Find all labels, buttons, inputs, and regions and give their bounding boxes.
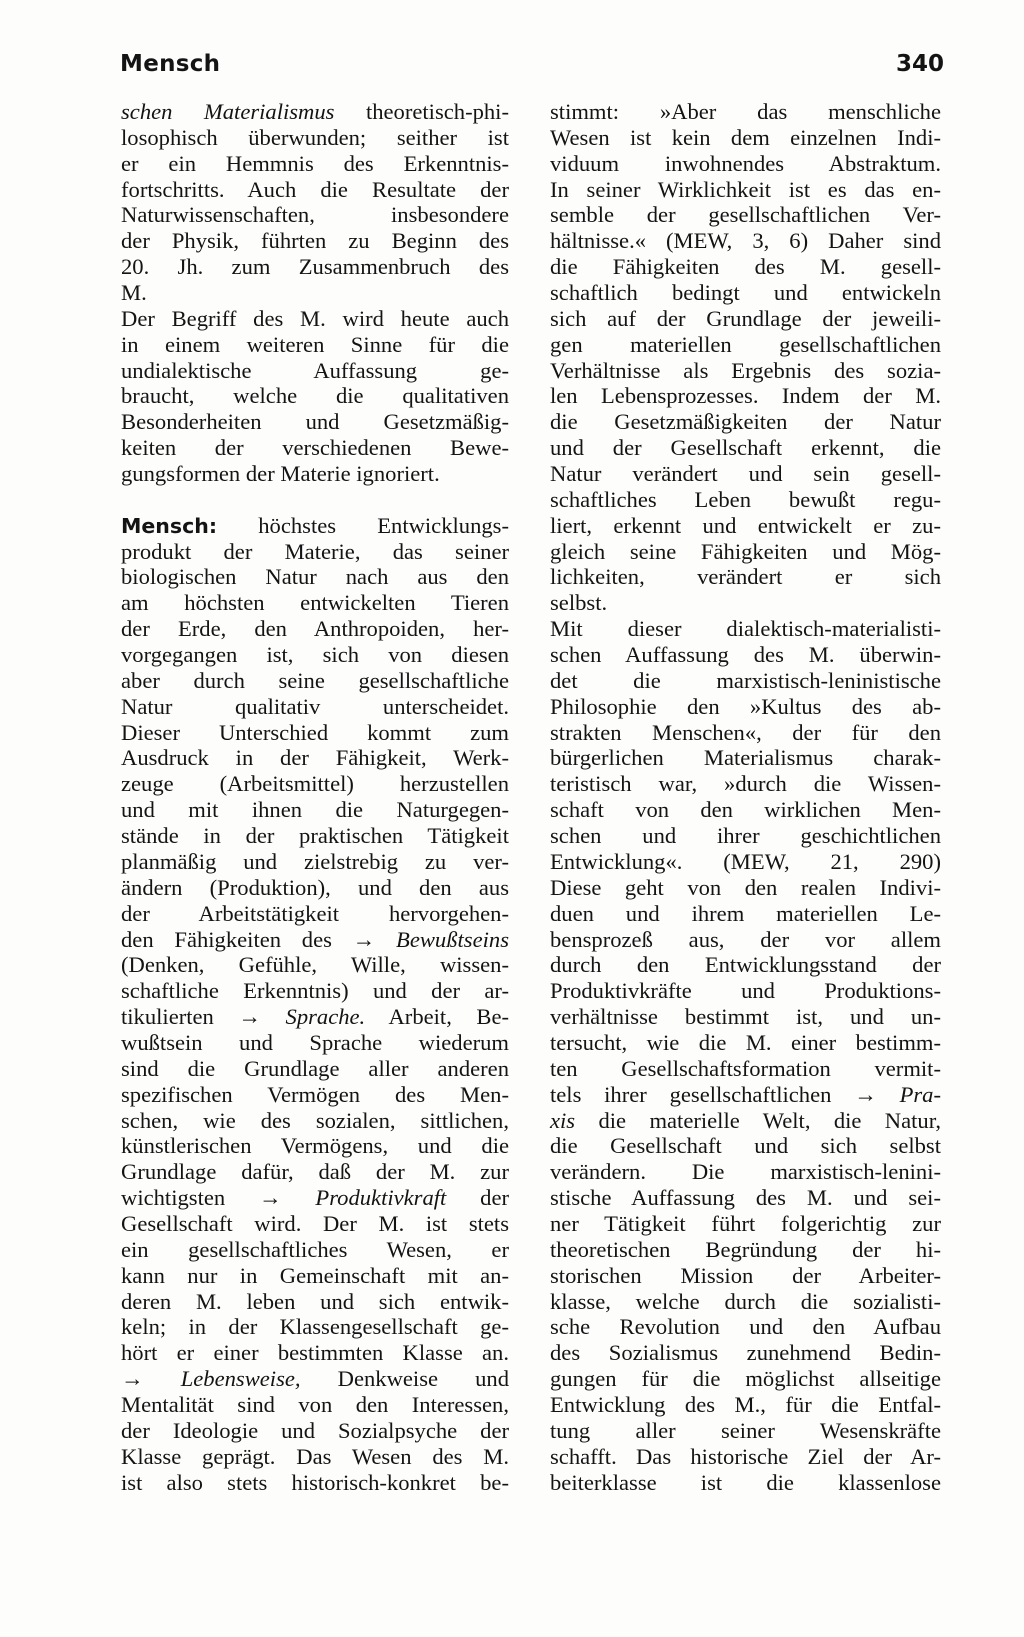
text-line: schaftlich bedingt und entwickeln (550, 280, 941, 306)
text-line: keiten der verschiedenen Bewe- (121, 435, 509, 461)
paragraph-gap (121, 487, 509, 513)
text-line: bensprozeß aus, der vor allem (550, 926, 941, 952)
page-header (120, 51, 944, 85)
text-line: Diese geht von den realen Indivi- (550, 874, 941, 900)
text-line: Verhältnisse als Ergebnis des sozia- (550, 357, 941, 383)
text-line: schafft. Das historische Ziel der Ar- (550, 1443, 941, 1469)
text-line: braucht, welche die qualitativen (121, 383, 509, 409)
text-line: gleich seine Fähigkeiten und Mög- (550, 538, 941, 564)
text-line: viduum inwohnendes Abstraktum. (550, 150, 941, 176)
text-line: bürgerlichen Materialismus charak- (550, 745, 941, 771)
text-line: sind die Grundlage aller anderen (121, 1055, 509, 1081)
text-line: Entwicklung«. (MEW, 21, 290) (550, 848, 941, 874)
text-line: tung aller seiner Wesenskräfte (550, 1417, 941, 1443)
text-line: kann nur in Gemeinschaft mit an- (121, 1262, 509, 1288)
text-line: storischen Mission der Arbeiter- (550, 1262, 941, 1288)
cross-reference-praxis: Pra- (899, 1081, 941, 1107)
text-line: strakten Menschen«, der für den (550, 719, 941, 745)
text-line: Natur qualitativ unterscheidet. (121, 693, 509, 719)
text-line: schen, wie des sozialen, sittlichen, (121, 1107, 509, 1133)
text-line: aber durch seine gesellschaftliche (121, 667, 509, 693)
text-line: die Fähigkeiten des M. gesell- (550, 254, 941, 280)
text-line: theoretischen Begründung der hi- (550, 1236, 941, 1262)
text-line: liert, erkennt und entwickelt er zu- (550, 512, 941, 538)
text-line: → Lebensweise, Denkweise und (121, 1366, 509, 1392)
text-line: keln; in der Klassengesellschaft ge- (121, 1314, 509, 1340)
text-line: Dieser Unterschied kommt zum (121, 719, 509, 745)
text-line: produkt der Materie, das seiner (121, 538, 509, 564)
text-line: ist also stets historisch-konkret be- (121, 1469, 509, 1495)
text-line: Mit dieser dialektisch-materialisti- (550, 616, 941, 642)
text-line: Ausdruck in der Fähigkeit, Werk- (121, 745, 509, 771)
text-line: len Lebensprozesses. Indem der M. (550, 383, 941, 409)
text-line: der Erde, den Anthropoiden, her- (121, 616, 509, 642)
text-line: am höchsten entwickelten Tieren (121, 590, 509, 616)
text-line: lichkeiten, verändert er sich (550, 564, 941, 590)
text-line: tels ihrer gesellschaftlichen → Pra- (550, 1081, 941, 1107)
text-line: schaftliches Leben bewußt regu- (550, 486, 941, 512)
text-line: fortschritts. Auch die Resultate der (121, 176, 509, 202)
text-line: schaftliche Erkenntnis) und der ar- (121, 978, 509, 1004)
text-line: ten Gesellschaftsformation vermit- (550, 1055, 941, 1081)
text-line: tersucht, wie die M. einer bestimm- (550, 1029, 941, 1055)
text-line: Natur verändert und sein gesell- (550, 461, 941, 487)
cross-reference-sprache: Sprache. (285, 1004, 366, 1030)
text-line: tikulierten → Sprache. Arbeit, Be- (121, 1004, 510, 1030)
text-line: wichtigsten → Produktivkraft der (121, 1185, 509, 1211)
text-line: ner Tätigkeit führt folgerichtig zur (550, 1210, 941, 1236)
text-line: det die marxistisch-leninistische (550, 667, 941, 693)
text-line: (Denken, Gefühle, Wille, wissen- (121, 952, 509, 978)
text-line: stische Auffassung des M. und sei- (550, 1185, 941, 1211)
text-line: 20. Jh. zum Zusammenbruch des (121, 254, 509, 280)
text-line: hältnisse.« (MEW, 3, 6) Daher sind (550, 228, 941, 254)
text-line: des Sozialismus zunehmend Bedin- (550, 1340, 941, 1366)
text-line: M. (121, 280, 147, 306)
text-line: schen Auffassung des M. überwin- (550, 642, 941, 668)
entry-first-line: Mensch: höchstes Entwicklungs- (121, 512, 509, 538)
text-line: Philosophie den »Kultus des ab- (550, 693, 941, 719)
text-line: xis die materielle Welt, die Natur, (550, 1107, 941, 1133)
text-line: in einem weiteren Sinne für die (121, 331, 509, 357)
text-line: verhältnisse bestimmt ist, und un- (550, 1004, 941, 1030)
text-line: ändern (Produktion), und den aus (121, 874, 509, 900)
text-line: biologischen Natur nach aus den (121, 564, 509, 590)
text-line: Produktivkräfte und Produktions- (550, 978, 941, 1004)
text-line: zeuge (Arbeitsmittel) herzustellen (121, 771, 509, 797)
text-line: Entwicklung des M., für die Entfal- (550, 1391, 941, 1417)
text-line: er ein Hemmnis des Erkenntnis- (121, 150, 509, 176)
text-line: durch den Entwicklungsstand der (550, 952, 941, 978)
text-line: planmäßig und zielstrebig zu ver- (121, 848, 509, 874)
text-line: stände in der praktischen Tätigkeit (121, 823, 509, 849)
text-line: gungen für die möglichst allseitige (550, 1366, 941, 1392)
running-head: Mensch (120, 51, 221, 77)
text-line: wußtsein und Sprache wiederum (121, 1029, 509, 1055)
text-line: stimmt: »Aber das menschliche (550, 99, 941, 124)
text-line: undialektische Auffassung ge- (121, 357, 509, 383)
text-line: die Gesellschaft und sich selbst (550, 1133, 941, 1159)
text-line: Mentalität sind von den Interessen, (121, 1391, 509, 1417)
text-line: gungsformen der Materie ignoriert. (121, 461, 440, 487)
text-line: und mit ihnen die Naturgegen- (121, 797, 509, 823)
text-line: Gesellschaft wird. Der M. ist stets (121, 1210, 509, 1236)
text-line: Wesen ist kein dem einzelnen Indi- (550, 124, 941, 150)
left-column (121, 99, 509, 1495)
text-line: Klasse geprägt. Das Wesen des M. (121, 1443, 509, 1469)
entry-headword: Mensch: (121, 513, 218, 538)
text-line: selbst. (550, 590, 608, 616)
text-line: künstlerischen Vermögens, und die (121, 1133, 509, 1159)
text-line: verändern. Die marxistisch-lenini- (550, 1159, 941, 1185)
text-line: duen und ihrem materiellen Le- (550, 900, 941, 926)
text-line: klasse, welche durch die sozialisti- (550, 1288, 941, 1314)
cross-reference-bewusstseins: Bewußtseins (396, 926, 509, 952)
text-line: Besonderheiten und Gesetzmäßig- (121, 409, 509, 435)
text-line: sche Revolution und den Aufbau (550, 1314, 941, 1340)
cross-reference-produktivkraft: Produktivkraft (315, 1185, 447, 1211)
text-line: sich auf der Grundlage der jeweili- (550, 305, 941, 331)
text-line: Grundlage dafür, daß der M. zur (121, 1159, 509, 1185)
text-line: Der Begriff des M. wird heute auch (121, 305, 509, 331)
cross-reference-praxis-continued: xis (550, 1107, 576, 1133)
text-line: der Arbeitstätigkeit hervorgehen- (121, 900, 509, 926)
right-column (550, 99, 941, 1495)
text-line: In seiner Wirklichkeit ist es das en- (550, 176, 941, 202)
text-line: beiterklasse ist die klassenlose (550, 1469, 941, 1495)
text-line: und der Gesellschaft erkennt, die (550, 435, 941, 461)
text-line: gen materiellen gesellschaftlichen (550, 331, 941, 357)
text-line: ein gesellschaftliches Wesen, er (121, 1236, 509, 1262)
cross-reference-lebensweise: Lebensweise, (180, 1366, 301, 1392)
text-line: vorgegangen ist, sich von diesen (121, 642, 509, 668)
text-line: schaft von den wirklichen Men- (550, 797, 941, 823)
text-line: den Fähigkeiten des → Bewußtseins (121, 926, 509, 952)
text-line: die Gesetzmäßigkeiten der Natur (550, 409, 941, 435)
text-line: losophisch überwunden; seither ist (121, 124, 509, 150)
text-line: hört er einer bestimmten Klasse an. (121, 1340, 509, 1366)
text-line: deren M. leben und sich entwik- (121, 1288, 509, 1314)
text-line: der Physik, führten zu Beginn des (121, 228, 509, 254)
text-line: semble der gesellschaftlichen Ver- (550, 202, 941, 228)
text-line: teristisch war, »durch die Wissen- (550, 771, 941, 797)
page-number: 340 (895, 51, 944, 77)
text-line: schen Materialismus theoretisch-phi- (121, 99, 509, 124)
text-line: schen und ihrer geschichtlichen (550, 823, 941, 849)
text-line: Naturwissenschaften, insbesondere (121, 202, 509, 228)
text-line: der Ideologie und Sozialpsyche der (121, 1417, 509, 1443)
text-line: spezifischen Vermögen des Men- (121, 1081, 509, 1107)
